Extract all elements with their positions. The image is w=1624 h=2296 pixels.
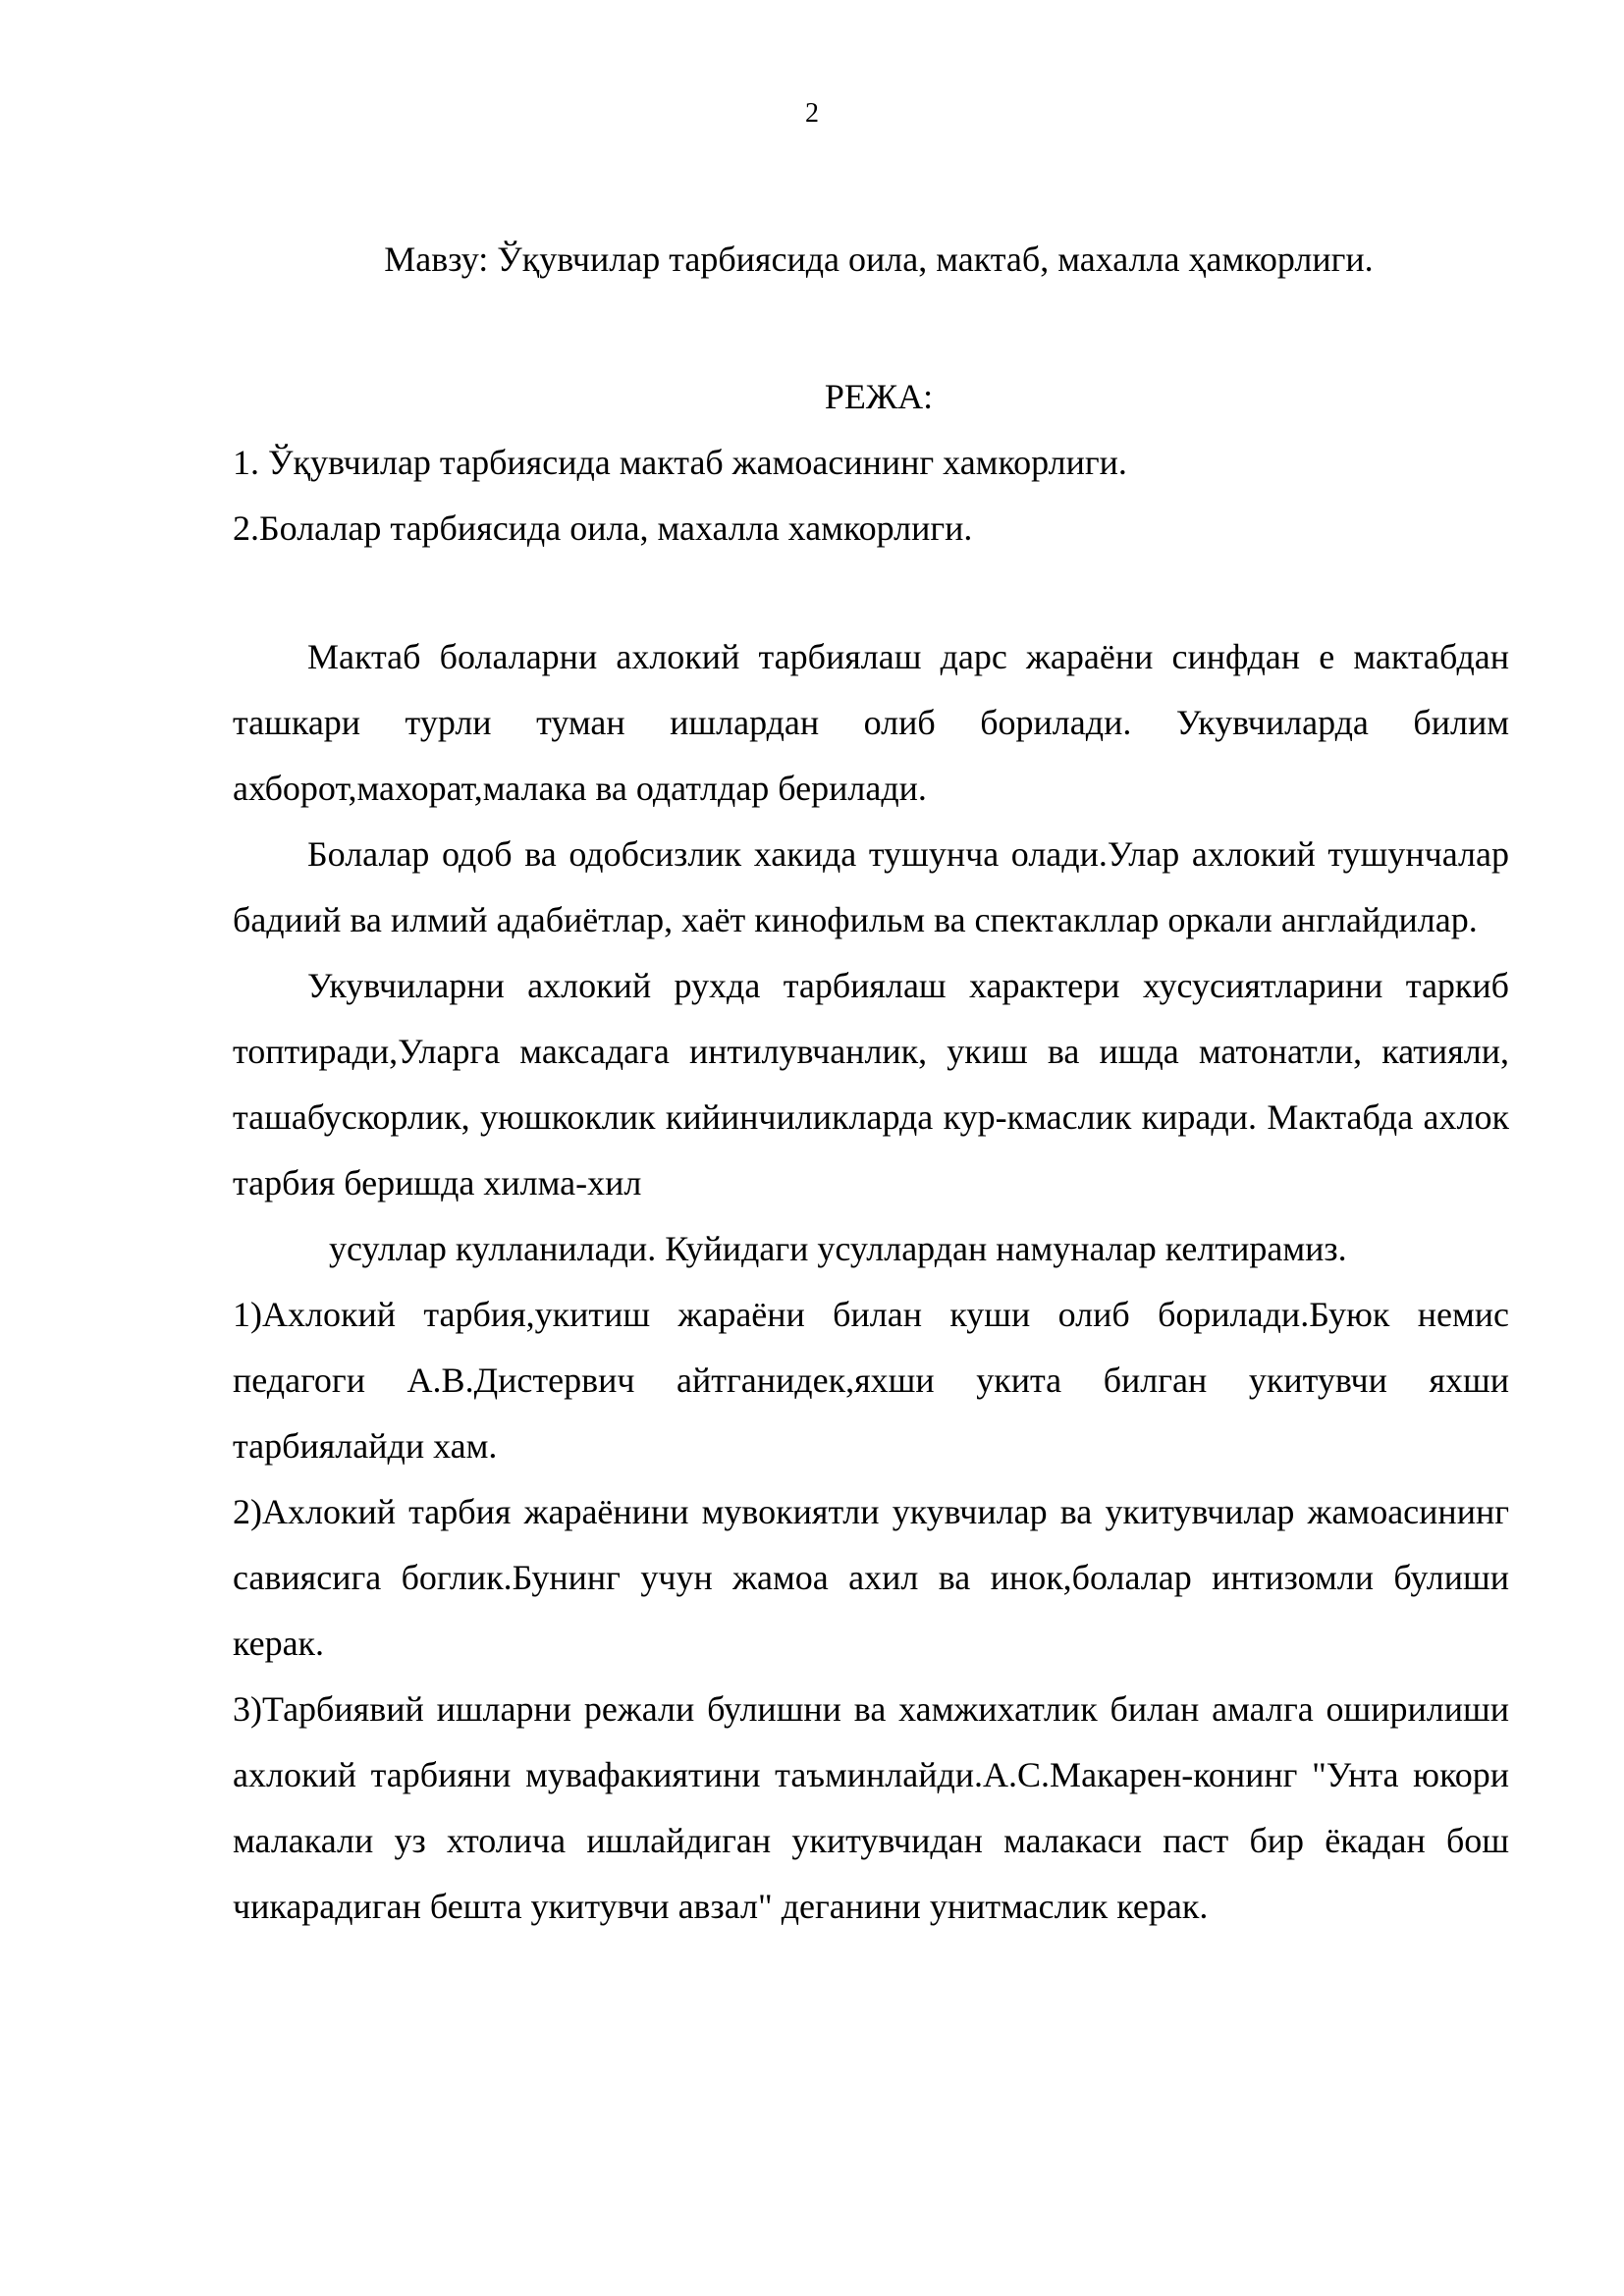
- paragraph-2: Болалар одоб ва одобсизлик хакида тушунча олади.Улар ахлокий тушунчалар бадиий ва илмий адабиётлар, хаёт кинофильм ва спектакллар оркали англайдилар.: [233, 834, 1509, 939]
- paragraph-6: 2)Ахлокий тарбия жараёнини мувокиятли укувчилар ва укитувчилар жамоасининг савиясига боглик.Бунинг учун жамоа ахил ва инок,болалар интизомли булиши керак.: [233, 1492, 1509, 1663]
- paragraph-4: [233, 1216, 1509, 1282]
- plan-heading: РЕЖА:: [824, 377, 934, 416]
- plan-item-1: 1. Ўқувчилар тарбиясида мактаб жамоасининг хамкорлиги.: [233, 443, 1127, 482]
- paragraph-3: Укувчиларни ахлокий рухда тарбиялаш характери хусусиятларини таркиб топтиради,Уларга максадага интилувчанлик, укиш ва ишда матонатли, катияли, ташабускорлик, уюшкоклик кийинчиликларда кур-кмаслик киради. Мактабда ахлок тарбия беришда хилма-хил: [233, 966, 1509, 1202]
- paragraph-7: 3)Тарбиявий ишларни режали булишни ва хамжихатлик билан амалга оширилиши ахлокий тарбияни мувафакиятини таъминлайди.А.С.Макарен-конинг "Унта юкори малакали уз хтолича ишлайдиган укитувчидан малакаси паст бир ёкадан бош чикарадиган бешта укитувчи авзал" деганини унитмаслик керак.: [233, 1689, 1509, 1926]
- page-number: 2: [805, 98, 819, 129]
- plan-item-2: 2.Болалар тарбиясида оила, махалла хамкорлиги.: [233, 508, 973, 548]
- body-text: [233, 624, 1509, 1940]
- methods-intro: усуллар кулланилади. Куйидаги усуллардан намуналар келтирамиз.: [329, 1229, 1347, 1268]
- topic-heading: Мавзу: Ўқувчилар тарбиясида оила, мактаб, махалла ҳамкорлиги.: [384, 240, 1374, 279]
- paragraph-1: Мактаб болаларни ахлокий тарбиялаш дарс жараёни синфдан е мактабдан ташкари турли туман ишлардан олиб борилади. Укувчиларда билим ахборот,махорат,малака ва одатлдар берилади.: [233, 637, 1509, 808]
- paragraph-5: 1)Ахлокий тарбия,укитиш жараёни билан куши олиб борилади.Буюк немис педагоги А.В.Дистервич айтганидек,яхши укита билган укитувчи яхши тарбиялайди хам.: [233, 1295, 1509, 1466]
